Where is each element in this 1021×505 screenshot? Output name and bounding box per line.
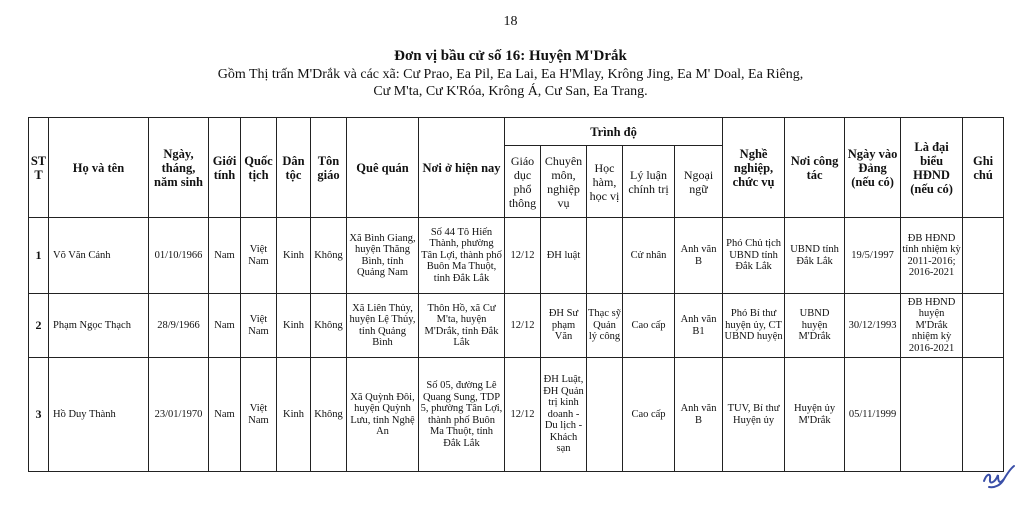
header-trinh-do: Trình độ <box>505 118 723 146</box>
cell-ton-giao: Không <box>311 218 347 294</box>
document-subtitle <box>0 66 1021 100</box>
cell-ly-luan: Cử nhân <box>623 218 675 294</box>
document-title: Đơn vị bầu cử số 16: Huyện M'Drắk <box>394 48 627 64</box>
cell-que-quan: Xã Liên Thủy, huyện Lệ Thủy, tỉnh Quảng Bình <box>347 294 419 358</box>
table-row <box>29 218 1004 294</box>
header-ho-va-ten: Họ và tên <box>49 118 149 218</box>
signature-initial <box>981 461 1017 491</box>
cell-ho-va-ten: Võ Văn Cảnh <box>49 218 149 294</box>
header-quoc-tich: Quốc tịch <box>241 118 277 218</box>
cell-quoc-tich: Việt Nam <box>241 218 277 294</box>
header-dai-bieu: Là đại biểu HĐND (nếu có) <box>901 118 963 218</box>
cell-ly-luan: Cao cấp <box>623 294 675 358</box>
table-row <box>29 358 1004 472</box>
cell-dai-bieu <box>901 358 963 472</box>
cell-noi-cong-tac: UBND huyện M'Drắk <box>785 294 845 358</box>
cell-ngay-sinh: 28/9/1966 <box>149 294 209 358</box>
cell-dai-bieu: ĐB HĐND tỉnh nhiệm kỳ 2011-2016; 2016-2021 <box>901 218 963 294</box>
header-noi-cong-tac: Nơi công tác <box>785 118 845 218</box>
cell-noi-o: Số 05, đường Lê Quang Sung, TDP 5, phường Tân Lợi, thành phố Buôn Ma Thuột, tỉnh Đắk Lắk <box>419 358 505 472</box>
cell-ho-va-ten: Hồ Duy Thành <box>49 358 149 472</box>
header-chuyen-mon: Chuyên môn, nghiệp vụ <box>541 146 587 218</box>
cell-ngay-sinh: 23/01/1970 <box>149 358 209 472</box>
cell-ngay-vao-dang: 30/12/1993 <box>845 294 901 358</box>
cell-nghe-nghiep: Phó Bí thư huyện ủy, CT UBND huyện <box>723 294 785 358</box>
header-dan-toc: Dân tộc <box>277 118 311 218</box>
cell-dan-toc: Kinh <box>277 358 311 472</box>
cell-chuyen-mon: ĐH Sư phạm Văn <box>541 294 587 358</box>
cell-quoc-tich: Việt Nam <box>241 294 277 358</box>
cell-gioi-tinh: Nam <box>209 294 241 358</box>
cell-ghi-chu <box>963 358 1004 472</box>
cell-gioi-tinh: Nam <box>209 218 241 294</box>
cell-ton-giao: Không <box>311 358 347 472</box>
header-stt: STT <box>29 118 49 218</box>
subtitle-line-1: Gồm Thị trấn M'Drắk và các xã: Cư Prao, Ea Pil, Ea Lai, Ea H'Mlay, Krông Jing, Ea M' Doal, Ea Riêng, <box>217 67 804 82</box>
cell-dan-toc: Kinh <box>277 218 311 294</box>
header-giao-duc: Giáo dục phổ thông <box>505 146 541 218</box>
cell-giao-duc: 12/12 <box>505 358 541 472</box>
cell-nghe-nghiep: Phó Chủ tịch UBND tỉnh Đắk Lắk <box>723 218 785 294</box>
cell-dan-toc: Kinh <box>277 294 311 358</box>
cell-stt: 1 <box>29 218 49 294</box>
cell-hoc-ham <box>587 358 623 472</box>
cell-ghi-chu <box>963 218 1004 294</box>
header-noi-o: Nơi ở hiện nay <box>419 118 505 218</box>
cell-noi-cong-tac: Huyện ủy M'Drắk <box>785 358 845 472</box>
cell-giao-duc: 12/12 <box>505 218 541 294</box>
header-ly-luan: Lý luận chính trị <box>623 146 675 218</box>
cell-ho-va-ten: Phạm Ngọc Thạch <box>49 294 149 358</box>
cell-ngoai-ngu: Anh văn B <box>675 218 723 294</box>
cell-ngay-vao-dang: 05/11/1999 <box>845 358 901 472</box>
cell-ton-giao: Không <box>311 294 347 358</box>
cell-gioi-tinh: Nam <box>209 358 241 472</box>
cell-ngay-vao-dang: 19/5/1997 <box>845 218 901 294</box>
cell-noi-o: Số 44 Tô Hiến Thành, phường Tân Lợi, thành phố Buôn Ma Thuột, tỉnh Đắk Lắk <box>419 218 505 294</box>
header-hoc-ham: Học hàm, học vị <box>587 146 623 218</box>
candidate-table <box>28 117 1004 472</box>
subtitle-line-2: Cư M'ta, Cư K'Róa, Krông Á, Cư San, Ea Trang. <box>373 84 648 99</box>
cell-ghi-chu <box>963 294 1004 358</box>
cell-stt: 3 <box>29 358 49 472</box>
header-que-quan: Quê quán <box>347 118 419 218</box>
header-ngay-sinh: Ngày, tháng, năm sinh <box>149 118 209 218</box>
cell-ngay-sinh: 01/10/1966 <box>149 218 209 294</box>
header-ton-giao: Tôn giáo <box>311 118 347 218</box>
cell-chuyen-mon: ĐH Luật, ĐH Quản trị kinh doanh - Du lịch - Khách sạn <box>541 358 587 472</box>
cell-chuyen-mon: ĐH luật <box>541 218 587 294</box>
cell-quoc-tich: Việt Nam <box>241 358 277 472</box>
cell-giao-duc: 12/12 <box>505 294 541 358</box>
header-nghe-nghiep: Nghề nghiệp, chức vụ <box>723 118 785 218</box>
header-ngoai-ngu: Ngoại ngữ <box>675 146 723 218</box>
cell-ngoai-ngu: Anh văn B1 <box>675 294 723 358</box>
table-row <box>29 294 1004 358</box>
header-ghi-chu: Ghi chú <box>963 118 1004 218</box>
cell-noi-o: Thôn Hồ, xã Cư M'ta, huyện M'Drắk, tỉnh Đắk Lắk <box>419 294 505 358</box>
cell-hoc-ham: Thạc sỹ Quản lý công <box>587 294 623 358</box>
cell-ngoai-ngu: Anh văn B <box>675 358 723 472</box>
signature-stroke <box>984 466 1014 487</box>
header-gioi-tinh: Giới tính <box>209 118 241 218</box>
cell-ly-luan: Cao cấp <box>623 358 675 472</box>
header-ngay-vao-dang: Ngày vào Đảng (nếu có) <box>845 118 901 218</box>
cell-hoc-ham <box>587 218 623 294</box>
page-number: 18 <box>503 14 518 29</box>
cell-noi-cong-tac: UBND tỉnh Đắk Lắk <box>785 218 845 294</box>
cell-nghe-nghiep: TUV, Bí thư Huyện ủy <box>723 358 785 472</box>
cell-que-quan: Xã Quỳnh Đôi, huyện Quỳnh Lưu, tỉnh Nghệ An <box>347 358 419 472</box>
cell-dai-bieu: ĐB HĐND huyện M'Drắk nhiệm kỳ 2016-2021 <box>901 294 963 358</box>
cell-que-quan: Xã Bình Giang, huyện Thăng Bình, tỉnh Quảng Nam <box>347 218 419 294</box>
cell-stt: 2 <box>29 294 49 358</box>
